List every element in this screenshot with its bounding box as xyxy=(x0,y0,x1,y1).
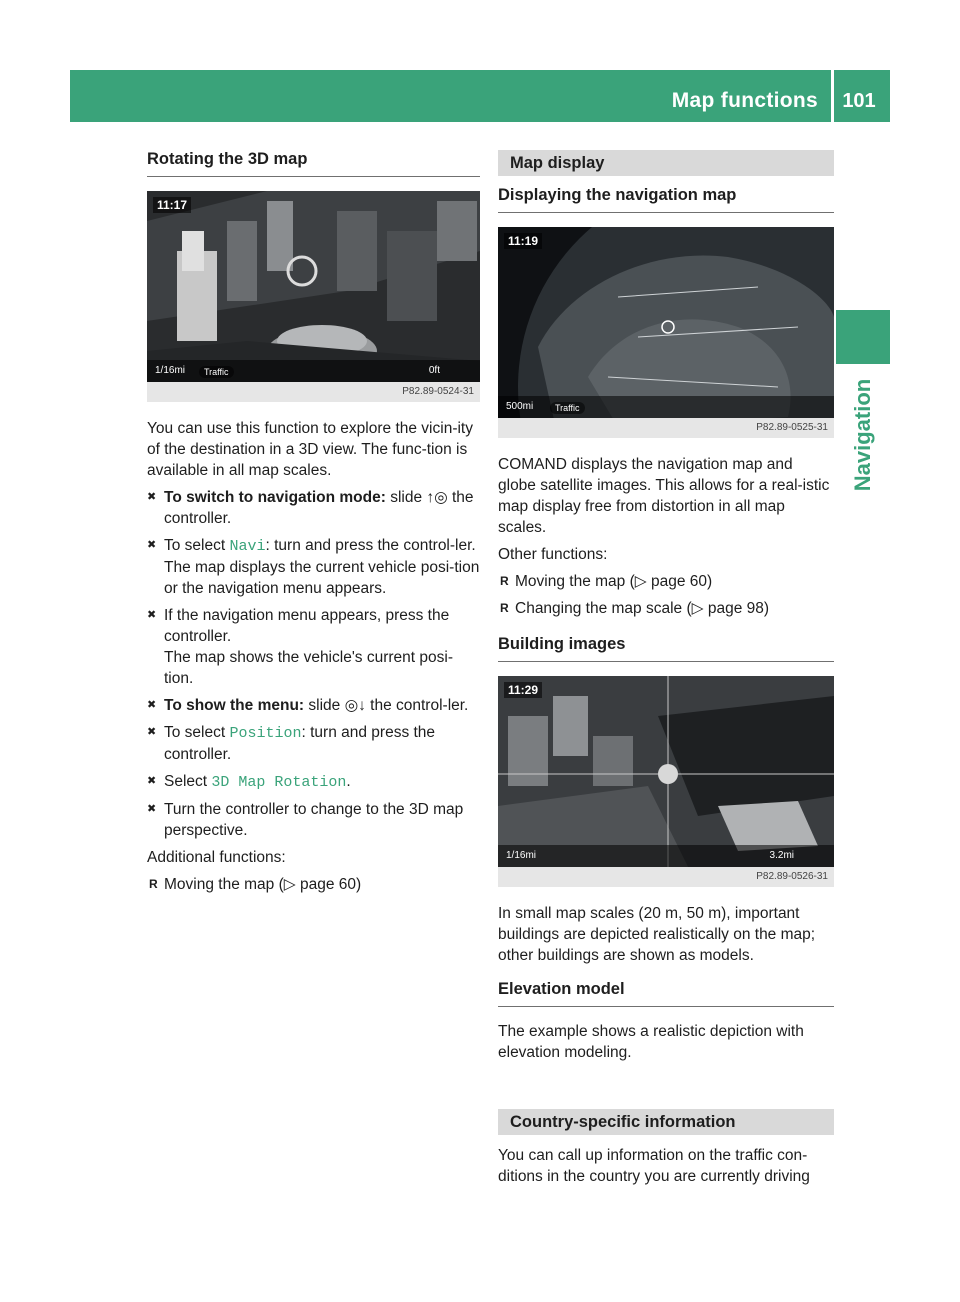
distance-indicator: 3.2mi xyxy=(769,850,794,861)
clock-display: 11:19 xyxy=(504,233,542,249)
bullet-item: R Changing the map scale (▷ page 98) xyxy=(498,598,834,619)
right-column xyxy=(498,150,834,1193)
bullet-item: R Moving the map (▷ page 60) xyxy=(498,571,834,592)
chapter-title: Map functions xyxy=(671,89,818,112)
image-reference: P82.89-0526-31 xyxy=(498,867,834,887)
bullet-item: R Moving the map (▷ page 60) xyxy=(147,874,480,895)
map-scale: 1/16mi xyxy=(506,850,537,861)
clock-display: 11:29 xyxy=(504,682,542,698)
additional-functions-label: Additional functions: xyxy=(147,849,286,866)
step-item: ✖ If the navigation menu appears, press the controller. The map shows the vehicle's current posi-tion. xyxy=(147,605,480,689)
step-item: ✖ To select Navi: turn and press the control-ler. The map displays the current vehicle posi-tion or the navigation menu appears. xyxy=(147,535,480,599)
section-heading: Rotating the 3D map xyxy=(147,150,480,177)
intro-paragraph: You can use this function to explore the vicin-ity of the destination in a 3D view. The func-tion is available in all map scales. xyxy=(147,420,473,479)
map-screenshot-buildings xyxy=(498,676,834,887)
section-heading: Building images xyxy=(498,635,834,662)
step-item: ✖ To switch to navigation mode: slide ↑◎ the controller. xyxy=(147,487,480,529)
map-scale: 1/16mi xyxy=(155,365,186,376)
map-screenshot-3d xyxy=(147,191,480,402)
page-header xyxy=(70,70,890,122)
paragraph: COMAND displays the navigation map and globe satellite images. This allows for a real-istic map display free from distortion in all map scales. xyxy=(498,456,830,536)
paragraph: The example shows a realistic depiction with elevation modeling. xyxy=(498,1023,804,1061)
clock-display: 11:17 xyxy=(153,197,191,213)
traffic-indicator: Traffic xyxy=(199,366,234,378)
side-tab-marker xyxy=(836,310,890,364)
menu-item-position: Position xyxy=(229,725,302,742)
image-reference: P82.89-0525-31 xyxy=(498,418,834,438)
paragraph: In small map scales (20 m, 50 m), important buildings are depicted realistically on the map; other buildings are shown as models. xyxy=(498,905,816,964)
paragraph: You can call up information on the traffic con-ditions in the country you are currently driving xyxy=(498,1147,810,1185)
section-heading: Displaying the navigation map xyxy=(498,186,834,213)
menu-item-navi: Navi xyxy=(229,538,266,555)
other-functions-label: Other functions: xyxy=(498,546,608,563)
map-scale: 500mi xyxy=(506,401,534,412)
step-item: ✖ To select Position: turn and press the controller. xyxy=(147,722,480,765)
section-bar: Country-specific information xyxy=(498,1109,834,1135)
menu-item-3d-map-rotation: 3D Map Rotation xyxy=(211,774,347,791)
step-item: ✖ Select 3D Map Rotation. xyxy=(147,771,480,793)
side-tab-label: Navigation xyxy=(850,378,875,492)
step-item: ✖ To show the menu: slide ◎↓ the control-ler. xyxy=(147,695,480,716)
section-bar: Map display xyxy=(498,150,834,176)
image-reference: P82.89-0524-31 xyxy=(147,382,480,402)
map-screenshot-globe xyxy=(498,227,834,438)
page-number: 101 xyxy=(842,90,876,112)
step-item: ✖ Turn the controller to change to the 3D map perspective. xyxy=(147,799,480,841)
left-column xyxy=(147,150,480,901)
section-heading: Elevation model xyxy=(498,980,834,1007)
distance-indicator: 0ft xyxy=(428,365,440,376)
map-status-bar xyxy=(498,396,834,418)
traffic-indicator: Traffic xyxy=(550,402,585,414)
